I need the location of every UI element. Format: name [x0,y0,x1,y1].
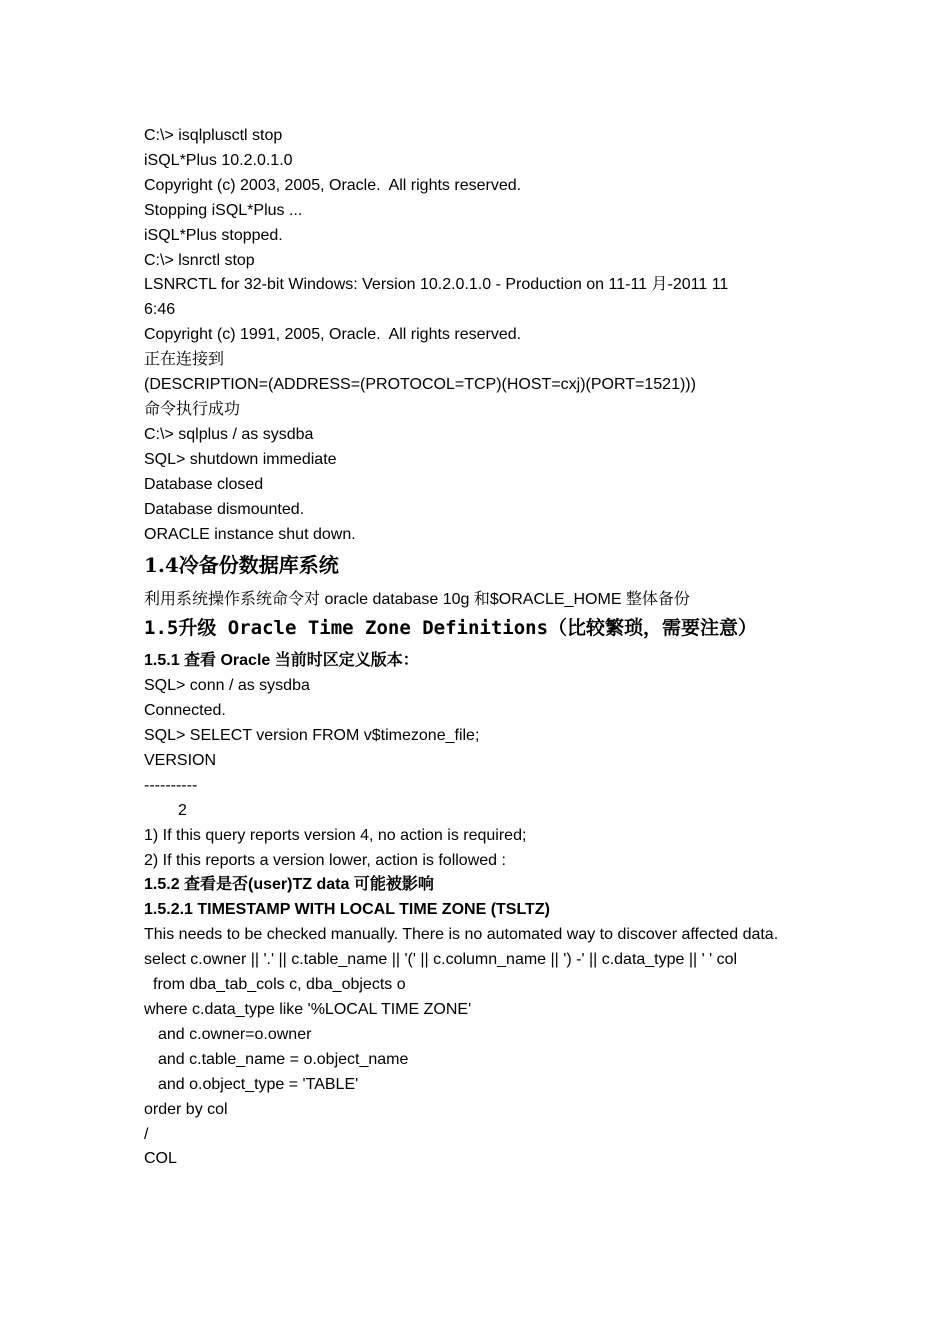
subheading-1-5-1: 1.5.1 查看 Oracle 当前时区定义版本： [144,652,419,670]
document-content [144,124,806,1172]
code-line: Copyright (c) 2003, 2005, Oracle. All rights reserved. [144,176,522,194]
code-line: SQL> conn / as sysdba [144,677,310,695]
code-line: 命令执行成功 [144,400,241,418]
code-line: ---------- [144,776,198,794]
sql-line: order by col [144,1100,228,1118]
code-line: Database closed [144,475,264,493]
section-heading-1-4: 1.4冷备份数据库系统 [144,553,339,578]
sql-line: where c.data_type like '%LOCAL TIME ZONE' [144,1001,472,1018]
code-line: Connected. [144,702,226,720]
code-line: C:\> sqlplus / as sysdba [144,425,314,443]
code-line: iSQL*Plus stopped. [144,226,283,244]
code-line: ORACLE instance shut down. [144,525,356,543]
sql-line: select c.owner || '.' || c.table_name || '(' || c.column_name || ') -' || c.data_type || ' ' col [144,951,738,969]
code-line: C:\> isqlplusctl stop [144,127,283,144]
sql-line: and o.object_type = 'TABLE' [158,1075,359,1093]
version-value: 2 [178,801,187,819]
code-line: 6:46 [144,301,176,319]
code-line: (DESCRIPTION=(ADDRESS=(PROTOCOL=TCP)(HOST=cxj)(PORT=1521))) [144,376,696,394]
section-1-4-text: 利用系统操作系统命令对 oracle database 10g 和$ORACLE_HOME 整体备份 [144,591,690,609]
code-line: Stopping iSQL*Plus ... [144,201,303,219]
body-paragraph: This needs to be checked manually. There is no automated way to discover affected data. [144,926,779,944]
code-line: Copyright (c) 1991, 2005, Oracle. All rights reserved. [144,326,522,344]
code-line: LSNRCTL for 32-bit Windows: Version 10.2.0.1.0 - Production on 11-11 月-2011 11 [144,276,729,294]
note-line: 2) If this reports a version lower, action is followed : [144,851,506,869]
section-heading-1-5: 1.5升级 Oracle Time Zone Definitions（比较繁琐，需要注意） [144,617,758,640]
sql-line: / [144,1125,149,1143]
code-line: 正在连接到 [144,351,225,369]
sql-line: and c.owner=o.owner [158,1025,312,1043]
code-line: VERSION [144,751,217,769]
shutdown-output-block [144,124,806,547]
code-line: SQL> shutdown immediate [144,450,337,468]
subheading-1-5-2-1: 1.5.2.1 TIMESTAMP WITH LOCAL TIME ZONE (TSLTZ) [144,901,550,919]
note-line: 1) If this query reports version 4, no action is required; [144,826,527,844]
sql-line: COL [144,1150,177,1168]
code-line: Database dismounted. [144,500,305,518]
sql-line: and c.table_name = o.object_name [158,1050,409,1068]
subheading-1-5-2: 1.5.2 查看是否(user)TZ data 可能被影响 [144,876,434,894]
code-line: iSQL*Plus 10.2.0.1.0 [144,151,293,169]
code-line: C:\> lsnrctl stop [144,251,255,269]
sql-line: from dba_tab_cols c, dba_objects o [153,976,406,994]
code-line: SQL> SELECT version FROM v$timezone_file; [144,727,480,745]
